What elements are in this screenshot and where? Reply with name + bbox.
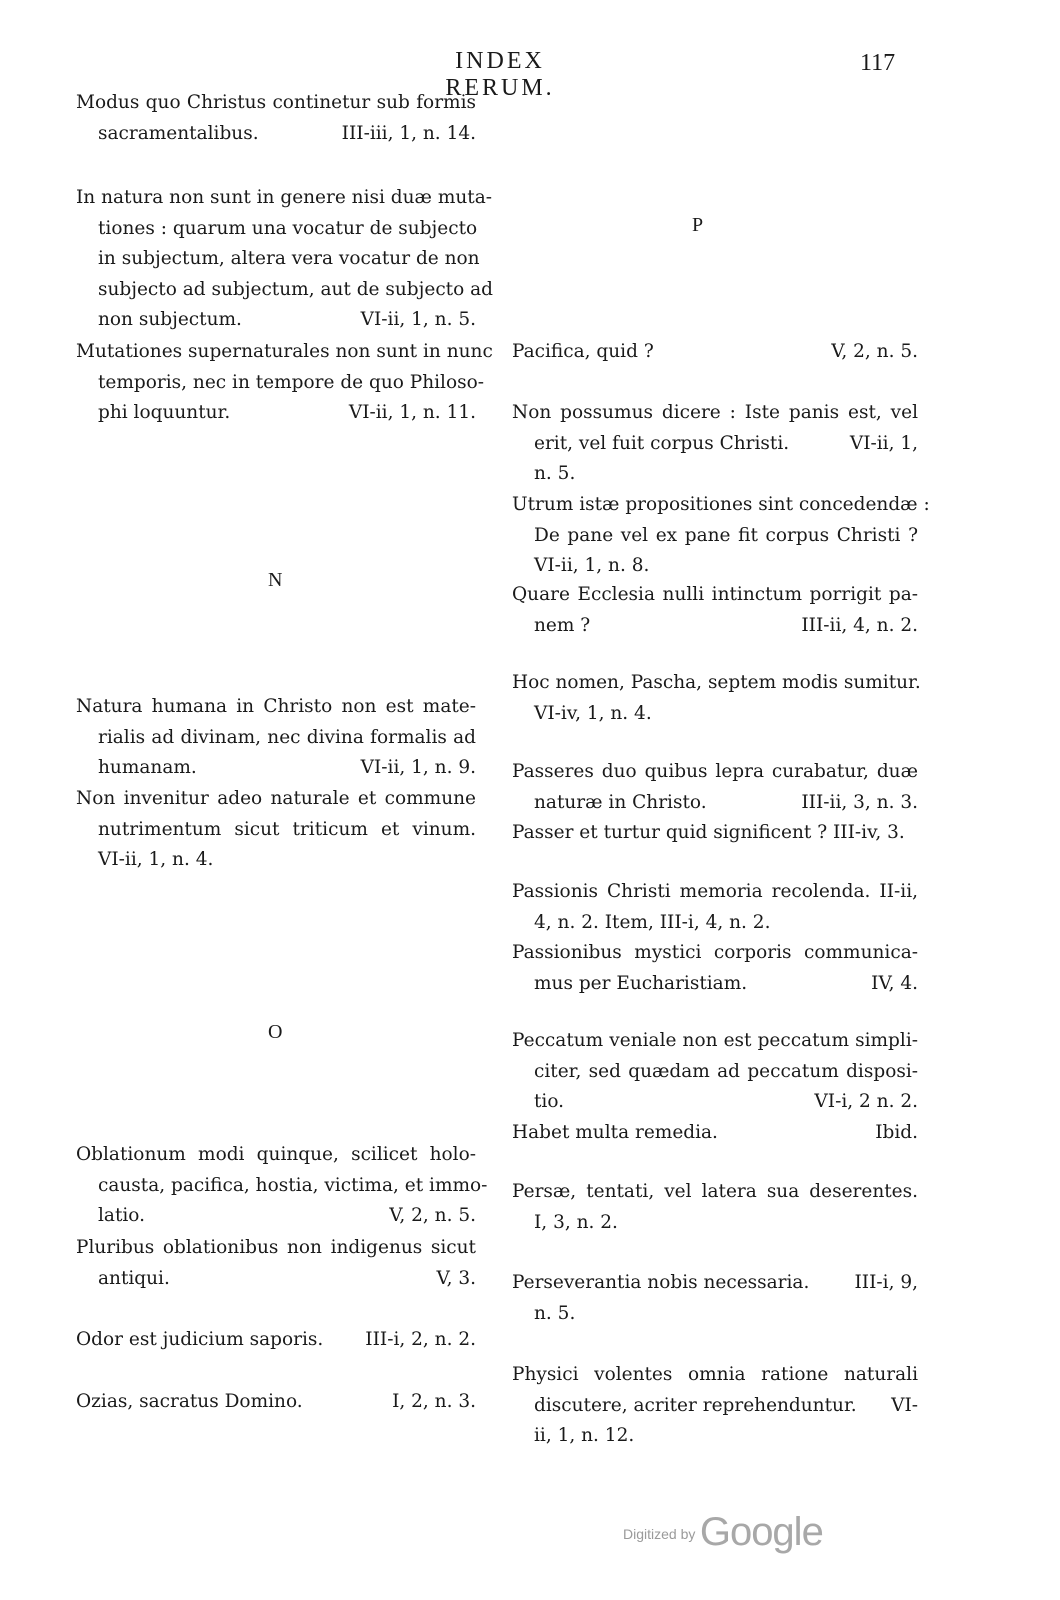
index-entry xyxy=(76,337,493,429)
section-letter: O xyxy=(268,1021,283,1043)
entry-line: Non possumus dicere : Iste panis est, vel xyxy=(512,402,918,423)
index-entry xyxy=(512,1268,918,1329)
index-entry xyxy=(512,668,921,729)
entry-line: Odor est judicium saporis. III-i, 2, n. 2. xyxy=(76,1329,476,1350)
entry-line: erit, vel fuit corpus Christi. VI-ii, 1, xyxy=(534,432,918,454)
index-entry xyxy=(76,1325,476,1356)
entry-line: Pacifica, quid ? V, 2, n. 5. xyxy=(512,341,918,362)
index-entry xyxy=(76,784,476,876)
index-entry xyxy=(512,1360,918,1452)
entry-line: Persæ, tentati, vel latera sua deserentes. xyxy=(512,1181,918,1202)
entry-line: In natura non sunt in genere nisi duæ muta- xyxy=(76,187,492,208)
entry-line: Passionis Christi memoria recolenda. II-ii, xyxy=(512,881,918,902)
entry-line: mus per Eucharistiam. IV, 4. xyxy=(534,972,918,994)
index-entry xyxy=(76,183,494,336)
entry-line: tiones : quarum una vocatur de subjecto xyxy=(98,217,478,239)
index-entry xyxy=(512,490,930,582)
entry-line: rialis ad divinam, nec divina formalis ad xyxy=(98,726,476,748)
entry-line: n. 5. xyxy=(534,1302,576,1324)
entry-line: in subjectum, altera vera vocatur de non xyxy=(98,248,480,269)
entry-line: VI-iv, 1, n. 4. xyxy=(534,702,652,724)
index-entry xyxy=(76,88,476,149)
entry-line: naturæ in Christo. III-ii, 3, n. 3. xyxy=(534,791,918,813)
index-entry xyxy=(512,877,918,938)
entry-line: antiqui. V, 3. xyxy=(98,1267,476,1289)
entry-line: nem ? III-ii, 4, n. 2. xyxy=(534,614,918,636)
index-entry xyxy=(512,1118,918,1149)
entry-line: humanam. VI-ii, 1, n. 9. xyxy=(98,757,476,778)
entry-line: Quare Ecclesia nulli intinctum porrigit pa- xyxy=(512,584,918,605)
index-entry xyxy=(512,818,918,849)
entry-line: subjecto ad subjectum, aut de subjecto ad xyxy=(98,278,494,300)
entry-line: citer, sed quædam ad peccatum disposi- xyxy=(534,1060,918,1082)
entry-line: Utrum istæ propositiones sint concedendæ : xyxy=(512,494,930,515)
entry-line: Mutationes supernaturales non sunt in nunc xyxy=(76,341,493,362)
index-entry xyxy=(512,757,918,818)
entry-line: I, 3, n. 2. xyxy=(534,1211,618,1233)
entry-line: Perseverantia nobis necessaria. III-i, 9, xyxy=(512,1272,918,1293)
entry-line: latio. V, 2, n. 5. xyxy=(98,1205,476,1226)
index-entry xyxy=(76,1233,476,1294)
google-logo: Google xyxy=(699,1510,823,1554)
entry-line: tio. VI-i, 2 n. 2. xyxy=(534,1091,918,1112)
index-entry xyxy=(512,337,918,368)
entry-line: Passer et turtur quid significent ? III-iv, 3. xyxy=(512,822,905,843)
index-entry xyxy=(76,1387,476,1418)
entry-line: non subjectum. VI-ii, 1, n. 5. xyxy=(98,309,476,330)
entry-line: causta, pacifica, hostia, victima, et immo- xyxy=(98,1174,488,1196)
entry-line: Passeres duo quibus lepra curabatur, duæ xyxy=(512,761,918,782)
index-entry xyxy=(512,398,918,490)
entry-line: n. 5. xyxy=(534,463,576,484)
entry-line: temporis, nec in tempore de quo Philoso- xyxy=(98,371,484,393)
index-entry xyxy=(512,1026,918,1118)
section-letter: P xyxy=(692,214,704,236)
digitized-by-label: Digitized by xyxy=(623,1526,696,1542)
index-entry xyxy=(512,1177,918,1238)
entry-line: phi loquuntur. VI-ii, 1, n. 11. xyxy=(98,402,476,423)
entry-line: Habet multa remedia. Ibid. xyxy=(512,1122,918,1143)
entry-line: ii, 1, n. 12. xyxy=(534,1425,635,1446)
index-entry xyxy=(76,1140,488,1232)
entry-line: Peccatum veniale non est peccatum simpli- xyxy=(512,1030,918,1051)
entry-line: discutere, acriter reprehenduntur. VI- xyxy=(534,1394,918,1416)
index-entry xyxy=(512,580,918,641)
entry-line: sacramentalibus. III-iii, 1, n. 14. xyxy=(98,122,476,144)
entry-line: VI-ii, 1, n. 4. xyxy=(98,849,214,870)
entry-line: Modus quo Christus continetur sub formis xyxy=(76,92,476,113)
entry-line: nutrimentum sicut triticum et vinum. xyxy=(98,818,476,840)
entry-line: De pane vel ex pane fit corpus Christi ? xyxy=(534,524,918,546)
entry-line: Oblationum modi quinque, scilicet holo- xyxy=(76,1144,476,1165)
entry-line: Physici volentes omnia ratione naturali xyxy=(512,1364,918,1385)
entry-line: VI-ii, 1, n. 8. xyxy=(534,555,650,576)
entry-line: Natura humana in Christo non est mate- xyxy=(76,696,476,717)
page-number: 117 xyxy=(860,50,896,76)
digitized-by-google-watermark xyxy=(623,1510,823,1555)
section-letter: N xyxy=(268,569,283,591)
entry-line: Hoc nomen, Pascha, septem modis sumitur. xyxy=(512,672,921,693)
page-title: INDEX RERUM. xyxy=(445,48,555,101)
entry-line: Ozias, sacratus Domino. I, 2, n. 3. xyxy=(76,1391,476,1412)
entry-line: Non invenitur adeo naturale et commune xyxy=(76,788,476,809)
entry-line: 4, n. 2. Item, III-i, 4, n. 2. xyxy=(534,911,771,933)
index-entry xyxy=(76,692,476,784)
entry-line: Passionibus mystici corporis communica- xyxy=(512,942,918,963)
entry-line: Pluribus oblationibus non indigenus sicut xyxy=(76,1237,476,1258)
index-entry xyxy=(512,938,918,999)
